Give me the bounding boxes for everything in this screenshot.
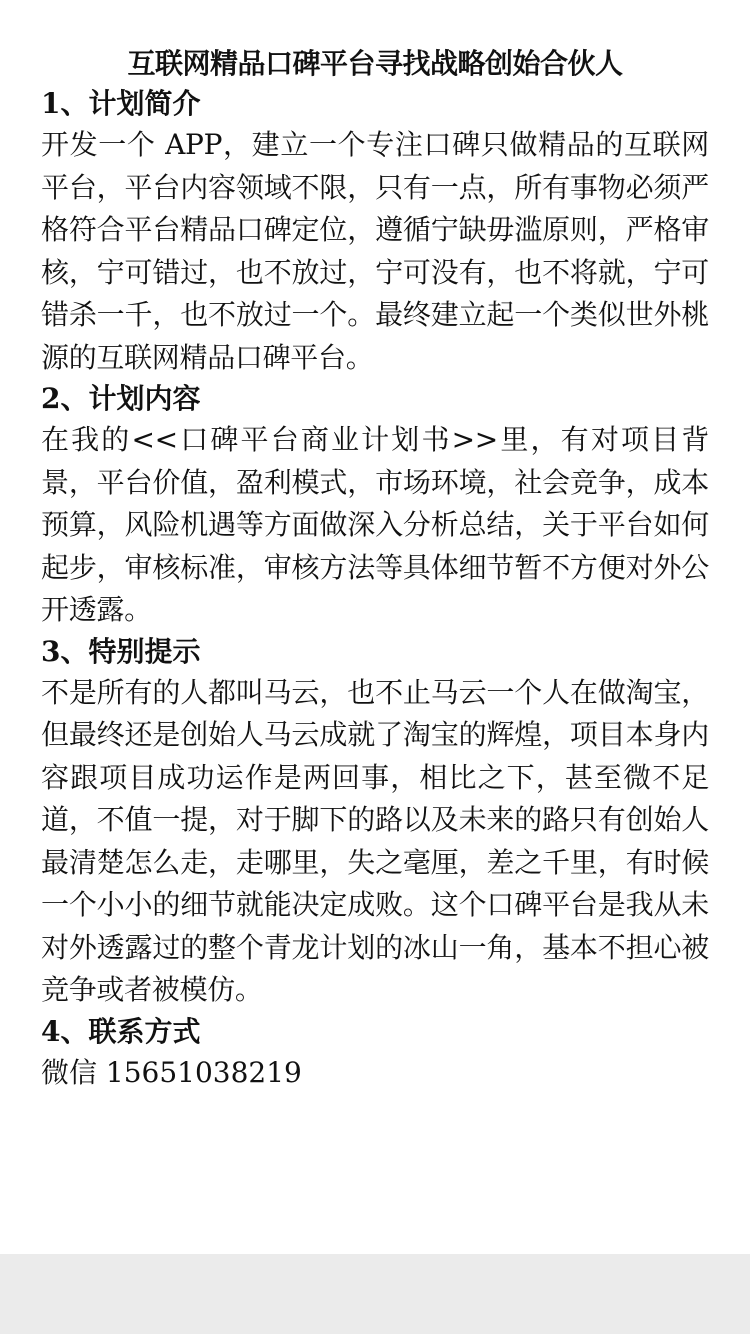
section-heading-plan-intro: 1、计划简介 [41,87,201,120]
page-title: 互联网精品口碑平台寻找战略创始合伙人 [127,47,623,80]
bottom-bar [0,1254,750,1334]
section-heading-contact: 4、联系方式 [41,1014,201,1048]
section-text-plan-intro: 开发一个 APP，建立一个专注口碑只做精品的互联网平台，平台内容领域不限，只有一点，所有事物必须严格符合平台精品口碑定位，遵循宁缺毋滥原则，严格审核，宁可错过，也不放过，宁可没有，也不将就，宁可错杀一千，也不放过一个。最终建立起一个类似世外桃源的互联网精品口碑平台。 [41,128,709,374]
contact-wechat: 微信 15651038219 [41,1055,302,1089]
section-text-plan-content: 在我的<<口碑平台商业计划书>>里，有对项目背景，平台价值，盈利模式，市场环境，社会竞争，成本预算，风险机遇等方面做深入分析总结，关于平台如何起步，审核标准，审核方法等具体细节暂不方便对外公开透露。 [41,423,709,626]
section-heading-plan-content: 2、计划内容 [41,382,201,415]
section-text-special-note: 不是所有的人都叫马云，也不止马云一个人在做淘宝，但最终还是创始人马云成就了淘宝的辉煌，项目本身内容跟项目成功运作是两回事，相比之下，甚至微不足道，不值一提，对于脚下的路以及未来的路只有创始人最清楚怎么走，走哪里，失之毫厘，差之千里，有时候一个小小的细节就能决定成败。这个口碑平台是我从未对外透露过的整个青龙计划的冰山一角，基本不担心被竞争或者被模仿。 [41,675,709,1006]
section-heading-special-note: 3、特别提示 [41,634,201,668]
